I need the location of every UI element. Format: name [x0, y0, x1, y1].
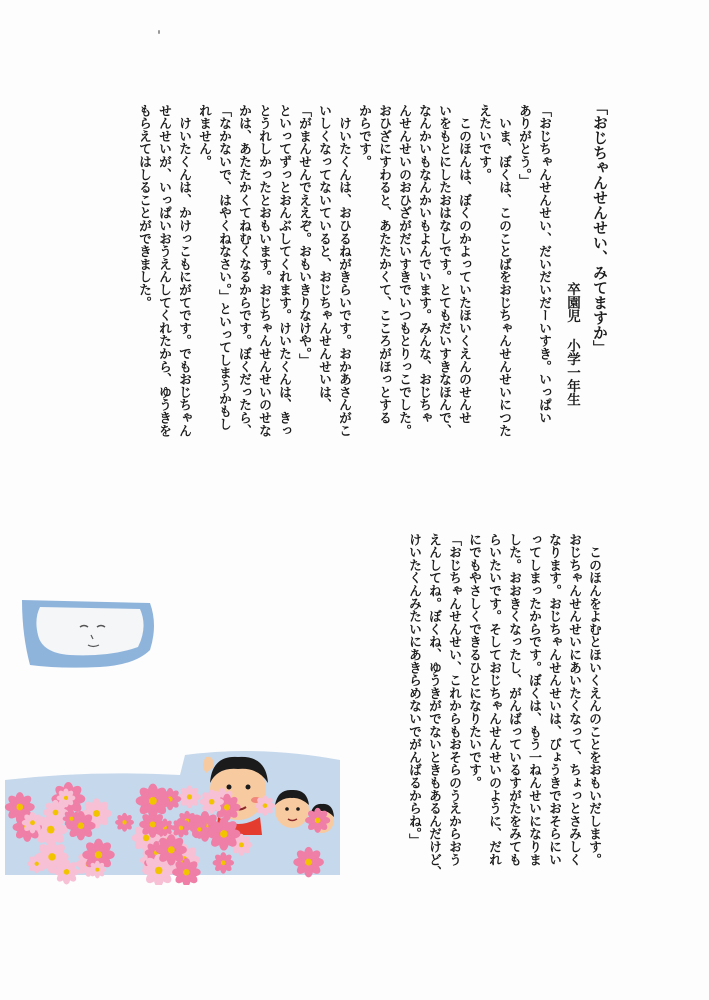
essay-body-lower: このほんをよむとほいくえんのことをおもいだします。 おじちゃんせんせいにあいたくなって、ちょっとさみしく なります。おじちゃんせんせいは、びょうきでおそらにい ってしまったからです。ぼくは、もう一ねんせいになりま した。おおきくなったし、がんばっているすがたをみても らいたいです。そしておじちゃんせんせいのように、だれ にでもやさしくできるひとになりたいです。 「おじちゃんせんせい、これからもおそらのうえからおう えんしてね。ぼくね、ゆうきがでないときもあるんだけど、 けいたくんみたいにあきらめないでがんばるからね。」 — [406, 533, 601, 879]
paper-speck — [158, 30, 160, 34]
cosmos-field-with-children-icon — [0, 595, 345, 885]
author-line: 卒園児 小学一年生 — [564, 282, 580, 406]
essay-title: 「おじちゃんせんせい、みてますか」 — [591, 100, 609, 355]
cloud-face-icon — [22, 600, 154, 668]
essay-body-upper: 「おじちゃんせんせい、だいだいだーいすき。いっぱい ありがとう。」 いま、ぼくは、このことばをおじちゃんせんせいにつた えたいです。 このほんは、ぼくのかよっていたほいくえんのせんせ いをもとにしたおはなしです。とてもだいすきなほんで、 なんかいもなんかいもよんでいます。みんな、おじちゃ んせんせいのおひざがだいすきでいつもとりっこでした。 おひざにすわると、あたたかくて、こころがほっとする からです。 けいたくんは、おひるねがきらいです。おかあさんがこ いしくなってないていると、おじちゃんせんせいは、 「がまんせんでええぞ。おもいきりなけや。」 といってずっとおんぶしてくれます。けいたくんは、きっ とうれしかったとおもいます。おじちゃんせんせいのせな かは、あたたかくてねむくなるからです。ぼくだったら、 「なかないで、はやくねなさい。」といってしまうかもし れません。 けいたくんは、かけっこもにがてです。でもおじちゃん せんせいが、いっぱいおうえんしてくれたから、ゆうきを もらえてはしることができました。 — [136, 104, 551, 437]
